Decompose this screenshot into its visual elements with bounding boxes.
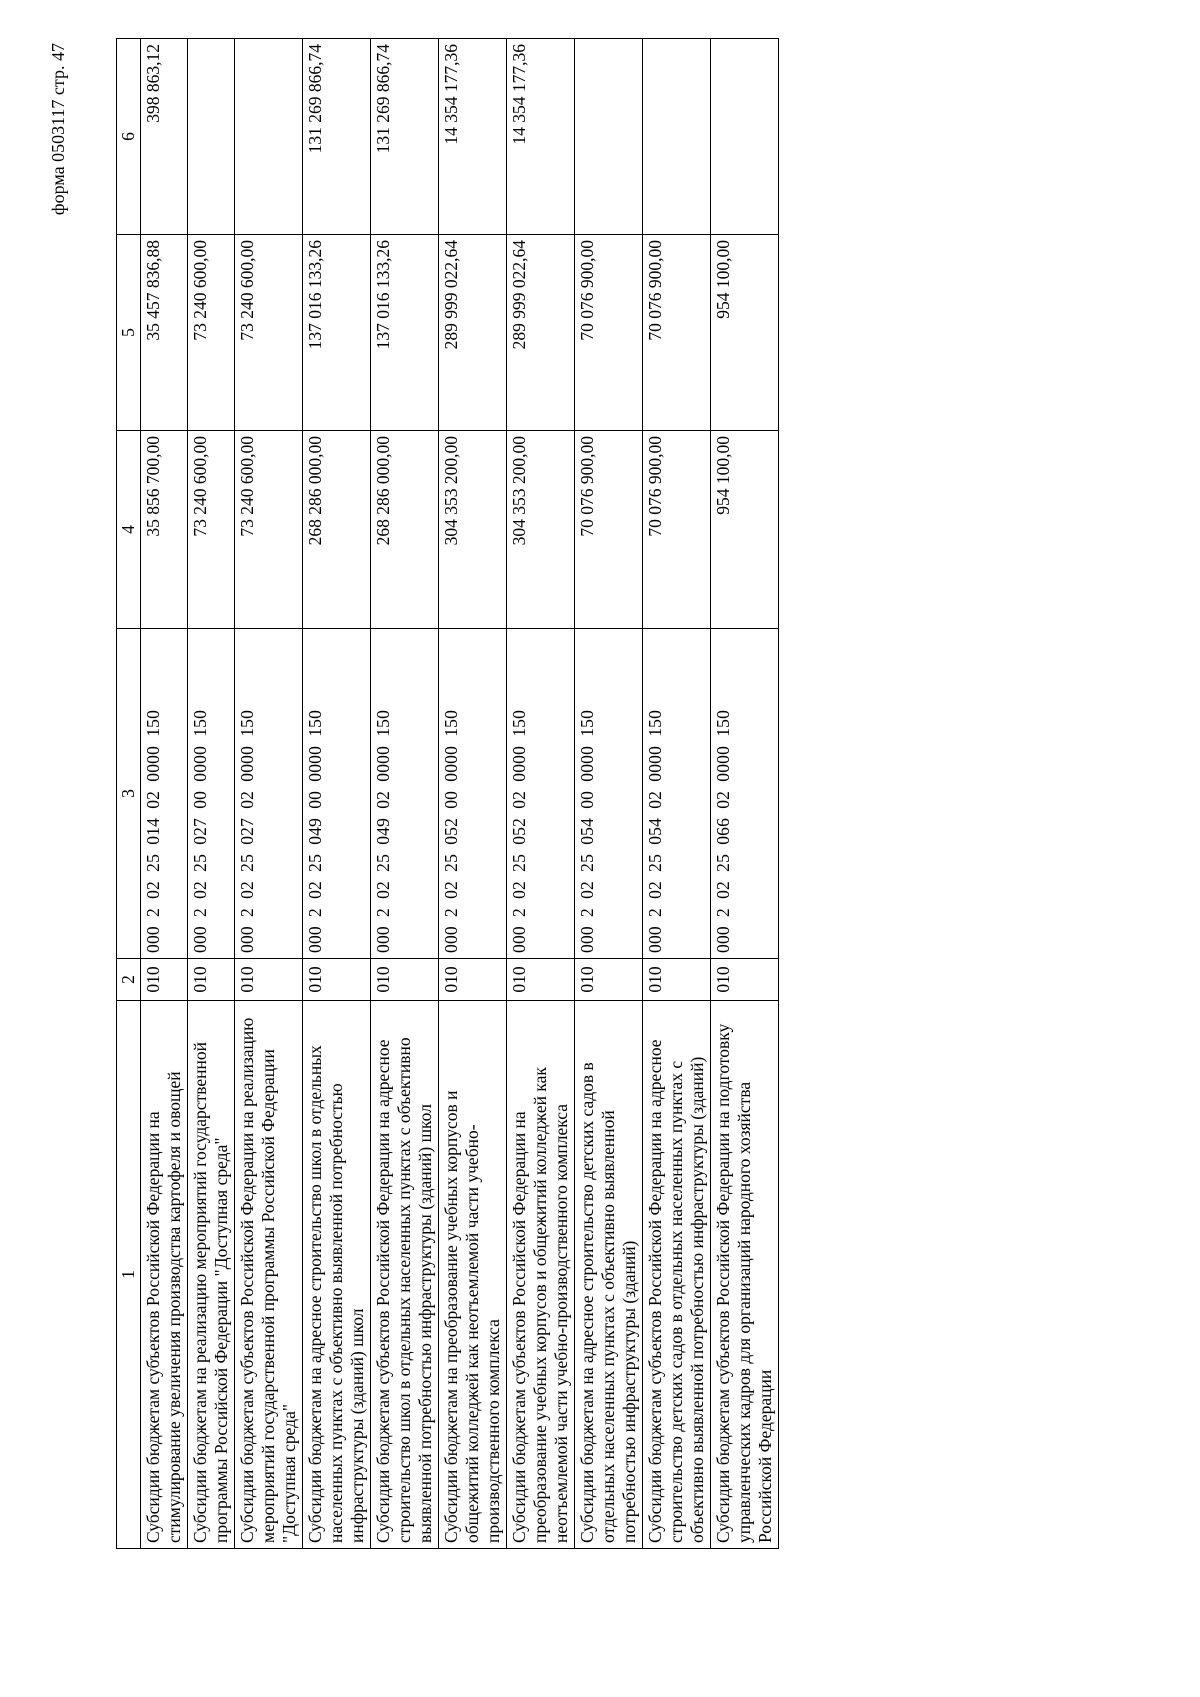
line-code: 010 [439,959,507,1001]
line-code: 010 [575,959,643,1001]
row-name: Субсидии бюджетам на адресное строительство школ в отдельных населенных пунктах с объективно выявленной потребностью инфраструктуры (зданий) школ [303,1001,371,1549]
row-name: Субсидии бюджетам субъектов Российской Федерации на стимулирование увеличения производства картофеля и овощей [141,1001,188,1549]
executed-amount: 73 240 600,00 [235,235,303,431]
line-code: 010 [643,959,711,1001]
column-number: 5 [117,235,141,431]
row-name: Субсидии бюджетам на адресное строительство детских садов в отдельных населенных пунктах с объективно выявленной потребностью инфраструктуры (зданий) [575,1001,643,1549]
line-code: 010 [141,959,188,1001]
row-name: Субсидии бюджетам субъектов Российской Федерации на подготовку управленческих кадров для организаций народного хозяйства Российской Федерации [711,1001,779,1549]
table-row [303,39,371,1549]
row-name: Субсидии бюджетам субъектов Российской Федерации на реализацию мероприятий государственной программы Российской Федерации "Доступная среда" [235,1001,303,1549]
report-table [116,38,779,1549]
column-number-row [117,39,141,1549]
table-row [188,39,235,1549]
row-name: Субсидии бюджетам субъектов Российской Федерации на преобразование учебных корпусов и общежитий колледжей как неотъемлемой части учебно-производственного комплекса [507,1001,575,1549]
income-code: 000 2 02 25 049 02 0000 150 [371,629,439,959]
line-code: 010 [235,959,303,1001]
table-row [711,39,779,1549]
table-row [141,39,188,1549]
executed-amount: 137 016 133,26 [303,235,371,431]
row-name: Субсидии бюджетам субъектов Российской Федерации на адресное строительство детских садов в отдельных населенных пунктах с объективно выявленной потребностью инфраструктуры (зданий) [643,1001,711,1549]
executed-amount: 70 076 900,00 [643,235,711,431]
executed-amount: 137 016 133,26 [371,235,439,431]
unexecuted-amount [643,39,711,235]
line-code: 010 [371,959,439,1001]
table-row [575,39,643,1549]
row-name: Субсидии бюджетам на реализацию мероприятий государственной программы Российской Федерации "Доступная среда" [188,1001,235,1549]
table-row [439,39,507,1549]
approved-amount: 70 076 900,00 [643,431,711,629]
income-code: 000 2 02 25 052 02 0000 150 [507,629,575,959]
column-number: 4 [117,431,141,629]
executed-amount: 954 100,00 [711,235,779,431]
approved-amount: 73 240 600,00 [235,431,303,629]
unexecuted-amount: 131 269 866,74 [303,39,371,235]
line-code: 010 [188,959,235,1001]
income-code: 000 2 02 25 054 00 0000 150 [575,629,643,959]
income-code: 000 2 02 25 027 00 0000 150 [188,629,235,959]
unexecuted-amount: 131 269 866,74 [371,39,439,235]
row-name: Субсидии бюджетам на преобразование учебных корпусов и общежитий колледжей как неотъемлемой части учебно-производственного комплекса [439,1001,507,1549]
unexecuted-amount [188,39,235,235]
line-code: 010 [303,959,371,1001]
unexecuted-amount: 14 354 177,36 [507,39,575,235]
executed-amount: 289 999 022,64 [439,235,507,431]
executed-amount: 35 457 836,88 [141,235,188,431]
unexecuted-amount: 398 863,12 [141,39,188,235]
income-code: 000 2 02 25 052 00 0000 150 [439,629,507,959]
line-code: 010 [507,959,575,1001]
approved-amount: 268 286 000,00 [303,431,371,629]
income-code: 000 2 02 25 027 02 0000 150 [235,629,303,959]
table-row [507,39,575,1549]
column-number: 2 [117,959,141,1001]
table-row [235,39,303,1549]
table-row [643,39,711,1549]
unexecuted-amount: 14 354 177,36 [439,39,507,235]
income-code: 000 2 02 25 049 00 0000 150 [303,629,371,959]
column-number: 3 [117,629,141,959]
executed-amount: 289 999 022,64 [507,235,575,431]
form-label: форма 0503117 стр. 47 [48,43,68,216]
income-code: 000 2 02 25 054 02 0000 150 [643,629,711,959]
income-code: 000 2 02 25 066 02 0000 150 [711,629,779,959]
executed-amount: 73 240 600,00 [188,235,235,431]
approved-amount: 70 076 900,00 [575,431,643,629]
unexecuted-amount [235,39,303,235]
unexecuted-amount [575,39,643,235]
income-code: 000 2 02 25 014 02 0000 150 [141,629,188,959]
row-name: Субсидии бюджетам субъектов Российской Федерации на адресное строительство школ в отдельных населенных пунктах с объективно выявленной потребностью инфраструктуры (зданий) школ [371,1001,439,1549]
executed-amount: 70 076 900,00 [575,235,643,431]
approved-amount: 268 286 000,00 [371,431,439,629]
table-row [371,39,439,1549]
approved-amount: 304 353 200,00 [507,431,575,629]
approved-amount: 954 100,00 [711,431,779,629]
column-number: 1 [117,1001,141,1549]
approved-amount: 73 240 600,00 [188,431,235,629]
table-body [141,39,779,1549]
approved-amount: 35 856 700,00 [141,431,188,629]
line-code: 010 [711,959,779,1001]
column-number: 6 [117,39,141,235]
approved-amount: 304 353 200,00 [439,431,507,629]
unexecuted-amount [711,39,779,235]
